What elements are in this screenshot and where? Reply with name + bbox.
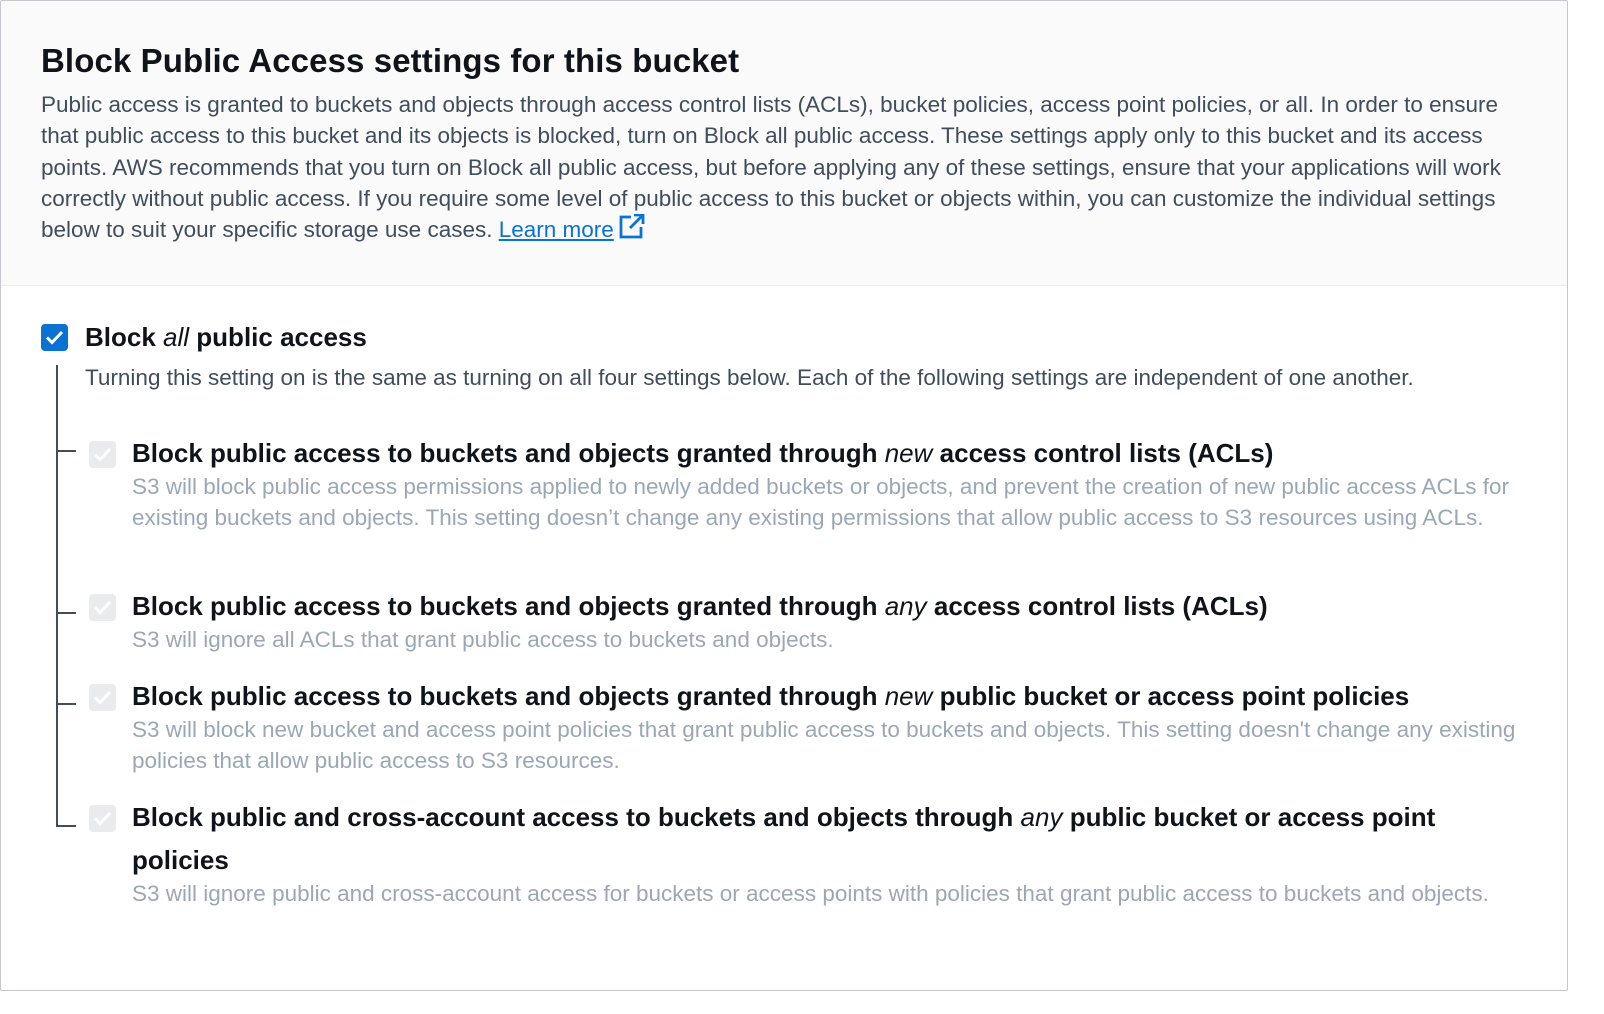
option-label-em: any xyxy=(884,591,927,621)
block-all-public-access[interactable] xyxy=(41,324,367,353)
option-block-new-acls[interactable] xyxy=(89,438,1532,534)
option-label-pre: Block public access to buckets and objects granted through xyxy=(132,681,878,711)
tree-line xyxy=(56,365,58,827)
checkmark-icon xyxy=(93,811,112,826)
checkmark-icon xyxy=(45,330,64,345)
option-label-pre: Block public and cross-account access to buckets and objects through xyxy=(132,802,1014,832)
checkmark-icon xyxy=(93,690,112,705)
block-all-checkbox[interactable] xyxy=(41,324,68,351)
tree-branch xyxy=(56,825,76,827)
tree-branch xyxy=(56,612,76,614)
option-label-em: any xyxy=(1020,802,1063,832)
checkmark-icon xyxy=(93,600,112,615)
block-any-acls-checkbox[interactable] xyxy=(89,594,116,621)
block-all-label-post: public access xyxy=(196,322,367,352)
option-description: S3 will ignore public and cross-account access for buckets or access points with policies that grant public access to buckets and objects. xyxy=(132,881,1489,906)
option-block-new-policies[interactable] xyxy=(89,681,1532,777)
option-label-post: access control lists (ACLs) xyxy=(939,438,1274,468)
learn-more-label: Learn more xyxy=(498,217,614,243)
option-block-any-acls[interactable] xyxy=(89,591,1532,655)
option-label-em: new xyxy=(884,681,933,711)
option-label-post: public bucket or access point policies xyxy=(132,802,1436,875)
option-text xyxy=(132,802,1532,909)
option-text xyxy=(132,681,1532,777)
option-label-post: public bucket or access point policies xyxy=(939,681,1410,711)
option-description: S3 will ignore all ACLs that grant public access to buckets and objects. xyxy=(132,627,834,652)
option-label-em: new xyxy=(884,438,933,468)
block-all-label xyxy=(85,321,367,353)
panel-header xyxy=(1,1,1567,286)
block-new-policies-checkbox[interactable] xyxy=(89,684,116,711)
block-all-label-em: all xyxy=(163,322,190,352)
option-label-pre: Block public access to buckets and objects granted through xyxy=(132,438,878,468)
block-all-description: Turning this setting on is the same as turning on all four settings below. Each of the following settings are independent of one another. xyxy=(85,365,1414,390)
option-text xyxy=(132,591,1532,655)
option-label xyxy=(132,432,1532,475)
header-description-text: Public access is granted to buckets and objects through access control lists (ACLs), bucket policies, access point policies, or all. In order to ensure that public access to this bucket and its objects is blocked, turn on Block all public access. These settings apply only to this bucket and its access points. AWS recommends that you turn on Block all public access, but before applying any of these settings, ensure that your applications will work correctly without public access. If you require some level of public access to this bucket or objects within, you can customize the individual settings below to suit your specific storage use cases. xyxy=(41,92,1501,243)
external-link-icon xyxy=(618,214,646,240)
option-description: S3 will block public access permissions applied to newly added buckets or objects, and prevent the creation of new public access ACLs for existing buckets and objects. This setting doesn’t change any existing permissions that allow public access to S3 resources using ACLs. xyxy=(132,474,1509,531)
option-description: S3 will block new bucket and access point policies that grant public access to buckets and objects. This setting doesn't change any existing policies that allow public access to S3 resources. xyxy=(132,717,1516,774)
header-description xyxy=(41,89,1531,245)
option-text xyxy=(132,438,1532,534)
page-title: Block Public Access settings for this bucket xyxy=(41,42,740,79)
tree-branch xyxy=(56,703,76,705)
option-label xyxy=(132,675,1532,718)
block-any-policies-checkbox[interactable] xyxy=(89,805,116,832)
option-label-post: access control lists (ACLs) xyxy=(933,591,1268,621)
option-label xyxy=(132,585,1532,628)
learn-more-link[interactable] xyxy=(499,217,646,242)
option-label xyxy=(132,796,1532,882)
tree-branch xyxy=(56,450,76,452)
checkmark-icon xyxy=(93,447,112,462)
option-block-any-policies[interactable] xyxy=(89,802,1532,909)
block-all-label-pre: Block xyxy=(85,322,156,352)
block-new-acls-checkbox[interactable] xyxy=(89,441,116,468)
option-label-pre: Block public access to buckets and objects granted through xyxy=(132,591,878,621)
